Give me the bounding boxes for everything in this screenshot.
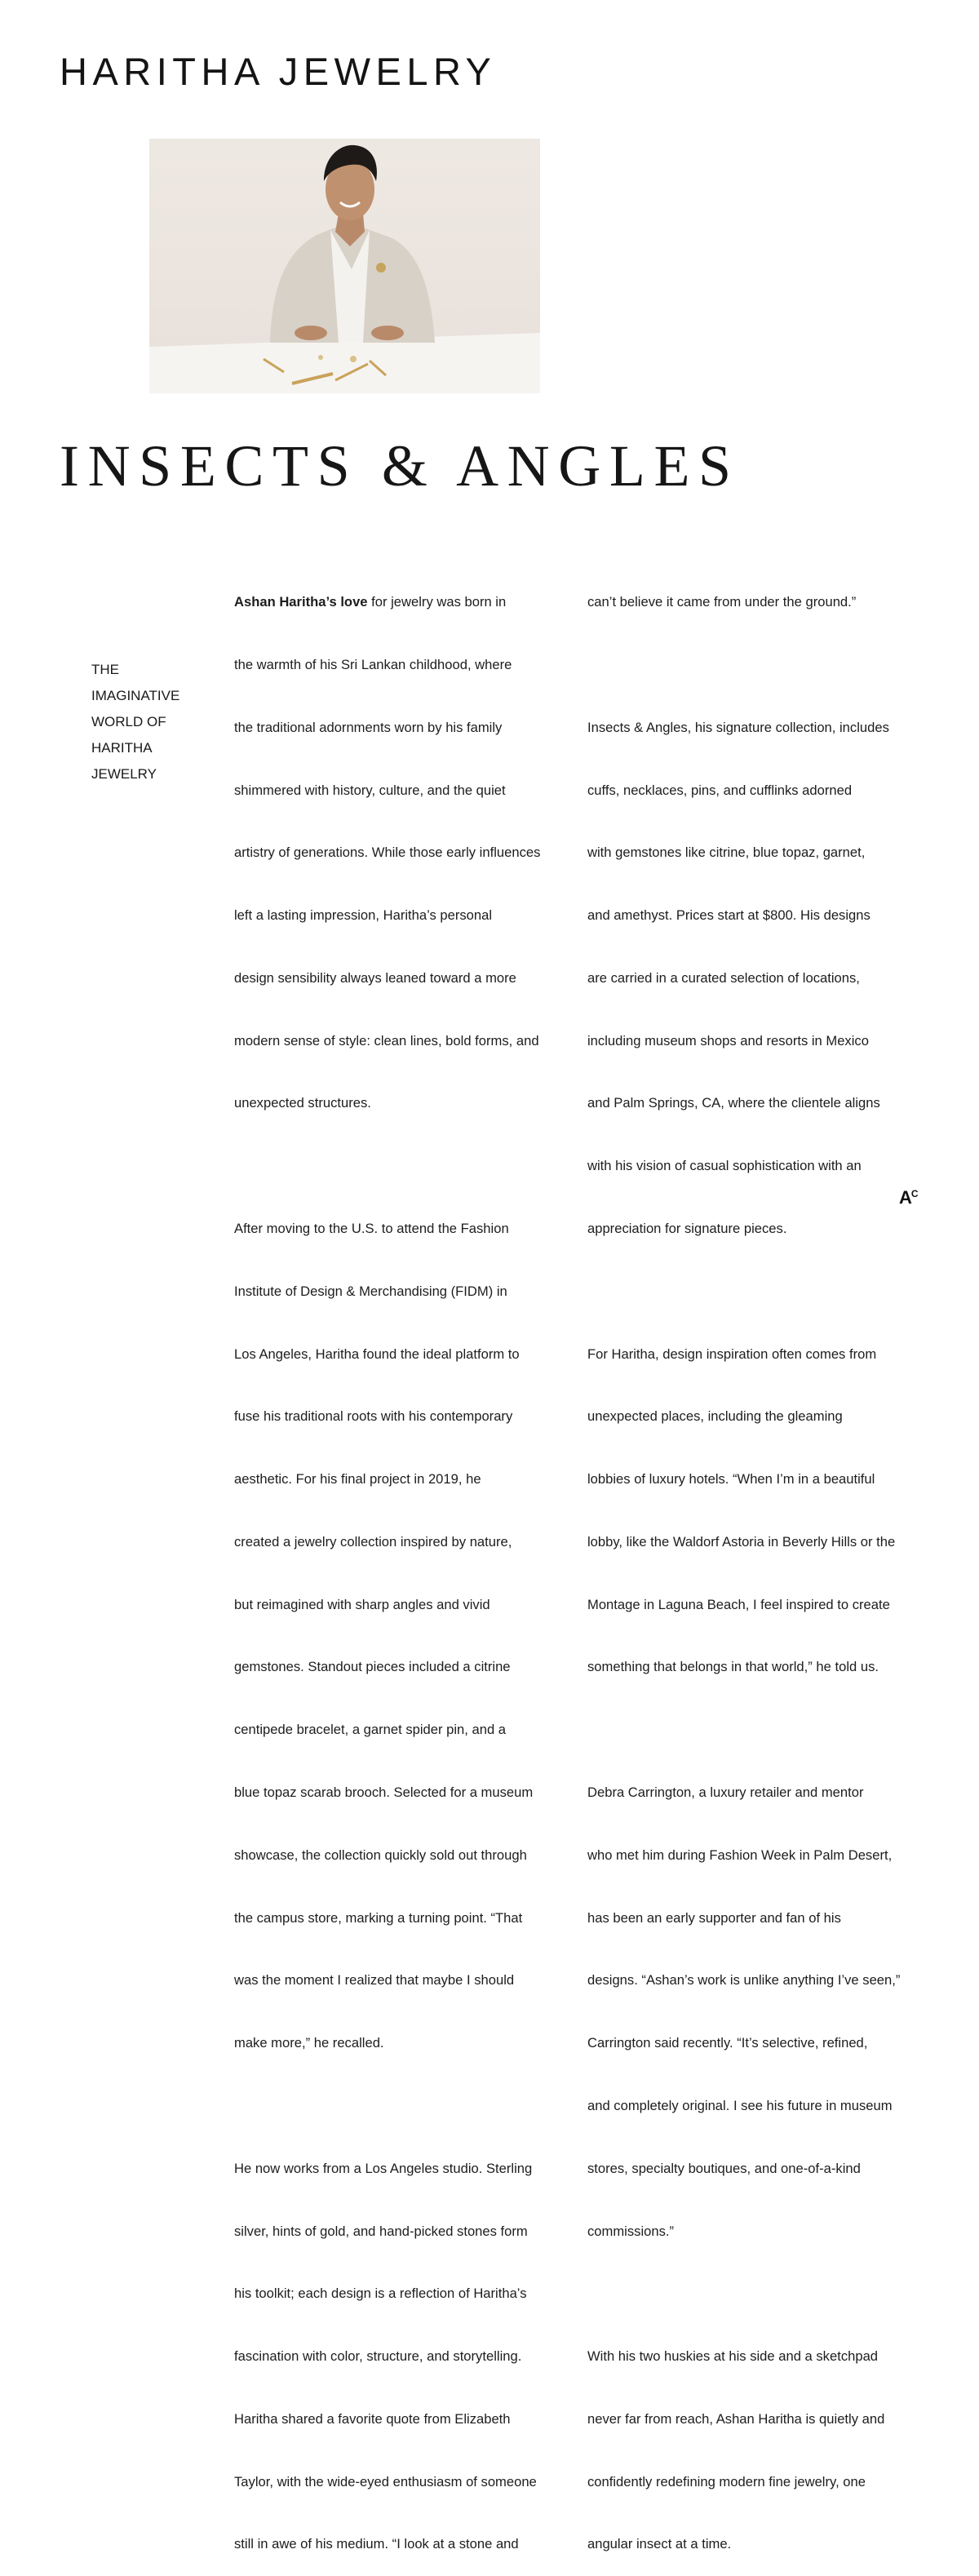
- text-line: Taylor, with the wide-eyed enthusiasm of someone: [234, 2473, 537, 2490]
- text-line: and completely original. I see his future in museum: [587, 2097, 893, 2113]
- text-line: For Haritha, design inspiration often comes from: [587, 1346, 877, 1362]
- text-line: stores, specialty boutiques, and one-of-a-kind: [587, 2160, 861, 2176]
- text-line: unexpected structures.: [234, 1095, 371, 1111]
- article-headline: INSECTS & ANGLES: [60, 433, 740, 499]
- text-line: the traditional adornments worn by his family: [234, 719, 503, 735]
- text-line: lobbies of luxury hotels. “When I’m in a beautiful: [587, 1471, 875, 1488]
- text-line: blue topaz scarab brooch. Selected for a museum: [234, 1785, 534, 1801]
- text-line: artistry of generations. While those early influences: [234, 845, 541, 861]
- sidebar-kicker: [91, 657, 206, 787]
- text-line: designs. “Ashan’s work is unlike anything I’ve seen,”: [587, 1972, 901, 1989]
- text-line: shimmered with history, culture, and the quiet: [234, 782, 506, 798]
- text-line: left a lasting impression, Haritha’s personal: [234, 907, 493, 924]
- lead-in: Ashan Haritha’s love: [234, 594, 368, 610]
- text-line: never far from reach, Ashan Haritha is quietly and: [587, 2410, 885, 2427]
- kicker-line: THE: [91, 662, 119, 677]
- text-line: Debra Carrington, a luxury retailer and mentor: [587, 1785, 864, 1801]
- text-line: design sensibility always leaned toward a more: [234, 969, 516, 986]
- text-line: angular insect at a time.: [587, 2536, 732, 2552]
- text-line: has been an early supporter and fan of his: [587, 1909, 841, 1926]
- text-line: his toolkit; each design is a reflection of Haritha’s: [234, 2286, 527, 2302]
- text-line: lobby, like the Waldorf Astoria in Beverly Hills or the: [587, 1533, 896, 1550]
- text-line: With his two huskies at his side and a sketchpad: [587, 2348, 879, 2365]
- text-line: appreciation for signature pieces.: [587, 1221, 787, 1236]
- text-line: modern sense of style: clean lines, bold forms, and: [234, 1032, 539, 1049]
- text-line: fuse his traditional roots with his contemporary: [234, 1408, 513, 1425]
- text-line: gemstones. Standout pieces included a citrine: [234, 1659, 511, 1675]
- text-line: was the moment I realized that maybe I should: [234, 1972, 515, 1989]
- text-line: centipede bracelet, a garnet spider pin, and a: [234, 1722, 507, 1738]
- article-column-1: [234, 550, 573, 2576]
- text-line: Los Angeles, Haritha found the ideal platform to: [234, 1346, 520, 1362]
- text-line: still in awe of his medium. “I look at a stone and: [234, 2536, 519, 2552]
- article-column-2: [587, 550, 930, 2576]
- text-line: with gemstones like citrine, blue topaz, garnet,: [587, 845, 866, 861]
- text-line: can’t believe it came from under the ground.”: [587, 594, 857, 610]
- kicker-line: HARITHA: [91, 740, 153, 756]
- text-line: fascination with color, structure, and storytelling.: [234, 2348, 522, 2365]
- text-line: After moving to the U.S. to attend the Fashion: [234, 1221, 509, 1236]
- text-line: including museum shops and resorts in Mexico: [587, 1032, 869, 1049]
- text-line: unexpected places, including the gleaming: [587, 1408, 843, 1425]
- portrait-illustration: [149, 139, 540, 393]
- text-line: and amethyst. Prices start at $800. His designs: [587, 907, 870, 924]
- kicker-line: IMAGINATIVE: [91, 688, 180, 703]
- text-line: cuffs, necklaces, pins, and cufflinks adorned: [587, 782, 853, 798]
- text-line: something that belongs in that world,” he told us.: [587, 1659, 879, 1675]
- text-line: created a jewelry collection inspired by nature,: [234, 1533, 512, 1550]
- text-line: Institute of Design & Merchandising (FIDM) in: [234, 1283, 507, 1299]
- brand-title: HARITHA JEWELRY: [60, 50, 497, 93]
- text-line: confidently redefining modern fine jewelry, one: [587, 2473, 866, 2490]
- text-line: Montage in Laguna Beach, I feel inspired to create: [587, 1596, 890, 1612]
- text-line: showcase, the collection quickly sold out through: [234, 1847, 527, 1863]
- text-line: with his vision of casual sophistication with an: [587, 1158, 862, 1174]
- text-line: aesthetic. For his final project in 2019, he: [234, 1471, 481, 1488]
- magazine-logo: $A^C$: [899, 1187, 919, 1208]
- text-line: but reimagined with sharp angles and vivid: [234, 1596, 490, 1612]
- text-line: Haritha shared a favorite quote from Elizabeth: [234, 2410, 511, 2427]
- kicker-line: WORLD OF: [91, 714, 166, 729]
- text-line: Ashan Haritha’s love for jewelry was born in: [234, 594, 507, 610]
- text-line: He now works from a Los Angeles studio. Sterling: [234, 2160, 533, 2176]
- text-line: the campus store, marking a turning point. “That: [234, 1909, 523, 1926]
- text-line: commissions.”: [587, 2223, 675, 2239]
- text-line: are carried in a curated selection of locations,: [587, 969, 860, 986]
- text-line: and Palm Springs, CA, where the clientele aligns: [587, 1095, 880, 1111]
- portrait-photo: [149, 139, 540, 393]
- text-line: Carrington said recently. “It’s selective, refined,: [587, 2035, 868, 2051]
- text-line: silver, hints of gold, and hand-picked stones form: [234, 2223, 528, 2239]
- kicker-line: JEWELRY: [91, 766, 157, 782]
- text-line: make more,” he recalled.: [234, 2035, 384, 2051]
- text-line: who met him during Fashion Week in Palm Desert,: [587, 1847, 893, 1863]
- text-line: the warmth of his Sri Lankan childhood, where: [234, 656, 512, 672]
- text-line: Insects & Angles, his signature collection, includes: [587, 719, 889, 735]
